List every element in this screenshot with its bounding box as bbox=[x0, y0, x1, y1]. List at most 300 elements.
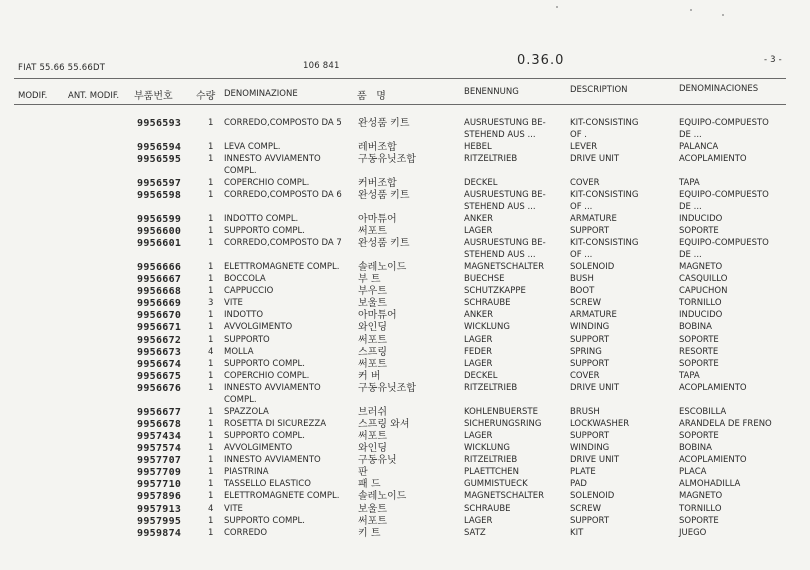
italian-name-line: COPERCHIO COMPL. bbox=[224, 177, 310, 188]
german-name bbox=[464, 443, 510, 455]
english-name bbox=[570, 335, 609, 347]
german-name bbox=[464, 190, 546, 214]
english-name bbox=[570, 455, 619, 467]
italian-name bbox=[224, 383, 321, 407]
korean-name: 아마튜어 bbox=[358, 310, 397, 322]
quantity: 1 bbox=[208, 118, 214, 128]
english-name-line: BOOT bbox=[570, 286, 595, 297]
italian-name-line: VITE bbox=[224, 298, 243, 309]
table-row bbox=[0, 455, 810, 467]
german-name bbox=[464, 467, 519, 479]
quantity: 1 bbox=[208, 455, 214, 466]
german-name-line: PLAETTCHEN bbox=[464, 467, 520, 478]
italian-name bbox=[224, 142, 280, 154]
italian-name bbox=[224, 528, 267, 540]
spanish-name bbox=[679, 335, 719, 347]
header-rule-top bbox=[14, 78, 786, 79]
col-english: DESCRIPTION bbox=[570, 85, 628, 95]
italian-name bbox=[224, 419, 326, 431]
korean-name: 와인딩 bbox=[358, 322, 387, 334]
spanish-name-line: BOBINA bbox=[679, 322, 712, 333]
spanish-name bbox=[679, 371, 700, 383]
spanish-name bbox=[679, 322, 712, 334]
table-row bbox=[0, 504, 810, 516]
italian-name-line: LEVA COMPL. bbox=[224, 141, 281, 152]
header-rule-bottom bbox=[14, 104, 786, 105]
quantity: 1 bbox=[208, 177, 214, 188]
italian-name-line: AVVOLGIMENTO bbox=[224, 322, 293, 333]
korean-name: 써포트 bbox=[358, 225, 387, 237]
col-italian: DENOMINAZIONE bbox=[224, 89, 298, 99]
italian-name-line: ELETTROMAGNETE COMPL. bbox=[224, 261, 340, 272]
quantity: 1 bbox=[208, 213, 214, 224]
table-row bbox=[0, 262, 810, 274]
spanish-name bbox=[679, 310, 722, 322]
table-row bbox=[0, 214, 810, 226]
col-german: BENENNUNG bbox=[464, 87, 519, 97]
italian-name bbox=[224, 443, 292, 455]
german-name-line: DECKEL bbox=[464, 177, 498, 188]
english-name-line: DRIVE UNIT bbox=[570, 382, 620, 393]
table-row bbox=[0, 359, 810, 371]
korean-name: 구동유닛 bbox=[358, 455, 397, 467]
german-name-line: LAGER bbox=[464, 430, 493, 441]
part-number: 9956672 bbox=[137, 334, 182, 346]
italian-name bbox=[224, 322, 292, 334]
spanish-name bbox=[679, 298, 722, 310]
spanish-name-line: ARANDELA DE FRENO bbox=[679, 418, 772, 429]
german-name-line: WICKLUNG bbox=[464, 443, 510, 454]
table-row bbox=[0, 322, 810, 334]
german-name-line: DECKEL bbox=[464, 370, 498, 381]
english-name-line: WINDING bbox=[570, 322, 610, 333]
english-name-line: KIT bbox=[570, 527, 584, 538]
korean-name: 써포트 bbox=[358, 515, 387, 527]
german-name-line: SATZ bbox=[464, 527, 486, 538]
italian-name bbox=[224, 118, 342, 130]
italian-name bbox=[224, 467, 269, 479]
spanish-name bbox=[679, 455, 747, 467]
english-name bbox=[570, 407, 600, 419]
spanish-name bbox=[679, 431, 719, 443]
english-name bbox=[570, 419, 629, 431]
german-name bbox=[464, 455, 517, 467]
table-row bbox=[0, 528, 810, 540]
english-name bbox=[570, 431, 609, 443]
korean-name: 와인딩 bbox=[358, 443, 387, 455]
german-name bbox=[464, 286, 526, 298]
english-name bbox=[570, 310, 617, 322]
scan-speck bbox=[690, 9, 692, 11]
german-name bbox=[464, 178, 498, 190]
spanish-name bbox=[679, 528, 706, 540]
english-name-line: SPRING bbox=[570, 346, 602, 357]
korean-name: 솔레노이드 bbox=[358, 261, 407, 273]
col-quantity: 수량 bbox=[196, 91, 216, 102]
korean-name: 완성품 키트 bbox=[358, 189, 410, 201]
table-row bbox=[0, 383, 810, 407]
korean-name: 보울트 bbox=[358, 503, 387, 515]
part-number: 9957574 bbox=[137, 443, 182, 455]
english-name bbox=[570, 491, 614, 503]
italian-name-line: INDOTTO COMPL. bbox=[224, 213, 299, 224]
english-name-line: SUPPORT bbox=[570, 358, 610, 369]
english-name-line: SOLENOID bbox=[570, 261, 615, 272]
spanish-name bbox=[679, 443, 712, 455]
quantity: 1 bbox=[208, 382, 214, 393]
quantity: 1 bbox=[208, 430, 214, 441]
german-name-line: ANKER bbox=[464, 310, 494, 321]
italian-name bbox=[224, 516, 305, 528]
spanish-name bbox=[679, 190, 769, 214]
english-name bbox=[570, 322, 609, 334]
part-number: 9956671 bbox=[137, 322, 182, 334]
spanish-name-line: RESORTE bbox=[679, 346, 719, 357]
korean-name: 써포트 bbox=[358, 430, 387, 442]
german-name-line: LAGER bbox=[464, 225, 493, 236]
spanish-name bbox=[679, 516, 719, 528]
quantity: 1 bbox=[208, 322, 214, 333]
english-name bbox=[570, 383, 619, 395]
part-number: 9957896 bbox=[137, 491, 182, 503]
part-number: 9957710 bbox=[137, 479, 182, 491]
table-row bbox=[0, 226, 810, 238]
spanish-name-line: EQUIPO-COMPUESTO bbox=[679, 118, 769, 128]
spanish-name-line: TAPA bbox=[679, 370, 700, 381]
english-name bbox=[570, 154, 619, 166]
german-name-line: AUSRUESTUNG BE- bbox=[464, 238, 546, 249]
german-name bbox=[464, 298, 511, 310]
english-name bbox=[570, 347, 602, 359]
korean-name: 키 트 bbox=[358, 527, 381, 539]
part-number: 9956597 bbox=[137, 177, 182, 189]
german-name-line: SCHRAUBE bbox=[464, 298, 511, 309]
italian-name-line: CORREDO,COMPOSTO DA 7 bbox=[224, 238, 342, 249]
italian-name-line: COMPL. bbox=[224, 394, 257, 405]
spanish-name-line: SOPORTE bbox=[679, 334, 719, 345]
quantity: 1 bbox=[208, 189, 214, 200]
spanish-name-line: EQUIPO-COMPUESTO bbox=[679, 189, 769, 200]
italian-name-line: INNESTO AVVIAMENTO bbox=[224, 455, 321, 466]
part-number: 9957707 bbox=[137, 455, 182, 467]
spanish-name bbox=[679, 286, 727, 298]
quantity: 1 bbox=[208, 261, 214, 272]
parts-table bbox=[0, 118, 810, 540]
korean-name: 부 트 bbox=[358, 274, 381, 286]
english-name-line: ARMATURE bbox=[570, 213, 617, 224]
spanish-name bbox=[679, 238, 769, 262]
quantity: 4 bbox=[208, 503, 214, 514]
spanish-name bbox=[679, 214, 722, 226]
table-row bbox=[0, 142, 810, 154]
german-name bbox=[464, 407, 538, 419]
german-name-line: WICKLUNG bbox=[464, 322, 510, 333]
german-name bbox=[464, 118, 546, 142]
english-name bbox=[570, 262, 614, 274]
english-name-line: SUPPORT bbox=[570, 515, 610, 526]
english-name bbox=[570, 467, 596, 479]
table-row bbox=[0, 298, 810, 310]
korean-name: 커 버 bbox=[358, 370, 381, 382]
part-number: 9957709 bbox=[137, 467, 182, 479]
spanish-name-line: DE ... bbox=[679, 249, 702, 260]
english-name-line: SCREW bbox=[570, 503, 602, 514]
spanish-name-line: BOBINA bbox=[679, 443, 712, 454]
italian-name-line: TASSELLO ELASTICO bbox=[224, 479, 311, 490]
table-row bbox=[0, 467, 810, 479]
italian-name bbox=[224, 359, 305, 371]
english-name-line: BUSH bbox=[570, 274, 594, 285]
italian-name-line: VITE bbox=[224, 503, 243, 514]
english-name-line: LEVER bbox=[570, 141, 598, 152]
korean-name: 솔레노이드 bbox=[358, 491, 407, 503]
quantity: 1 bbox=[208, 527, 214, 538]
english-name bbox=[570, 118, 639, 142]
english-name-line: DRIVE UNIT bbox=[570, 153, 620, 164]
quantity: 1 bbox=[208, 310, 214, 321]
korean-name: 써포트 bbox=[358, 334, 387, 346]
english-name bbox=[570, 274, 594, 286]
quantity: 1 bbox=[208, 141, 214, 152]
english-name-line: COVER bbox=[570, 177, 600, 188]
italian-name bbox=[224, 154, 321, 178]
quantity: 1 bbox=[208, 443, 214, 454]
german-name bbox=[464, 528, 486, 540]
italian-name bbox=[224, 262, 339, 274]
spanish-name bbox=[679, 467, 706, 479]
spanish-name-line: TAPA bbox=[679, 177, 700, 188]
spanish-name bbox=[679, 347, 718, 359]
spanish-name-line: ESCOBILLA bbox=[679, 406, 727, 417]
table-row bbox=[0, 310, 810, 322]
korean-name: 스프링 와셔 bbox=[358, 418, 410, 430]
english-name-line: SCREW bbox=[570, 298, 602, 309]
spanish-name bbox=[679, 479, 740, 491]
spanish-name bbox=[679, 118, 769, 142]
spanish-name-line: PALANCA bbox=[679, 141, 719, 152]
quantity: 1 bbox=[208, 225, 214, 236]
korean-name: 구동유닛조합 bbox=[358, 153, 416, 165]
german-name bbox=[464, 142, 492, 154]
german-name bbox=[464, 262, 544, 274]
english-name-line: DRIVE UNIT bbox=[570, 455, 620, 466]
quantity: 1 bbox=[208, 238, 214, 249]
italian-name bbox=[224, 226, 305, 238]
spanish-name-line: DE ... bbox=[679, 201, 702, 212]
german-name bbox=[464, 310, 493, 322]
col-korean: 품 명 bbox=[357, 91, 386, 102]
part-number: 9956594 bbox=[137, 141, 182, 153]
spanish-name-line: EQUIPO-COMPUESTO bbox=[679, 238, 769, 249]
part-number: 9956675 bbox=[137, 370, 182, 382]
part-number: 9956676 bbox=[137, 382, 182, 394]
spanish-name-line: CAPUCHON bbox=[679, 286, 728, 297]
table-row bbox=[0, 286, 810, 298]
italian-name bbox=[224, 455, 321, 467]
german-name bbox=[464, 335, 492, 347]
part-number: 9956600 bbox=[137, 225, 182, 237]
table-row bbox=[0, 190, 810, 214]
english-name-line: SUPPORT bbox=[570, 430, 610, 441]
table-row bbox=[0, 178, 810, 190]
quantity: 1 bbox=[208, 153, 214, 164]
german-name-line: GUMMISTUECK bbox=[464, 479, 528, 490]
col-spanish: DENOMINACIONES bbox=[679, 84, 759, 94]
english-name bbox=[570, 359, 609, 371]
part-number: 9956599 bbox=[137, 213, 182, 225]
german-name bbox=[464, 359, 492, 371]
italian-name bbox=[224, 347, 254, 359]
table-row bbox=[0, 443, 810, 455]
part-number: 9956595 bbox=[137, 153, 182, 165]
quantity: 1 bbox=[208, 479, 214, 490]
english-name-line: KIT-CONSISTING bbox=[570, 238, 639, 249]
part-number: 9957434 bbox=[137, 430, 182, 442]
quantity: 1 bbox=[208, 418, 214, 429]
german-name-line: LAGER bbox=[464, 358, 493, 369]
table-row bbox=[0, 431, 810, 443]
german-name bbox=[464, 431, 492, 443]
german-name-line: BUECHSE bbox=[464, 274, 505, 285]
spanish-name-line: SOPORTE bbox=[679, 225, 719, 236]
quantity: 1 bbox=[208, 406, 214, 417]
scan-speck bbox=[556, 6, 558, 8]
spanish-name-line: ACOPLAMIENTO bbox=[679, 153, 747, 164]
table-row bbox=[0, 491, 810, 503]
german-name-line: FEDER bbox=[464, 346, 493, 357]
spanish-name-line: CASQUILLO bbox=[679, 274, 728, 285]
italian-name-line: COMPL. bbox=[224, 165, 257, 176]
english-name-line: PAD bbox=[570, 479, 587, 490]
german-name bbox=[464, 383, 517, 395]
english-name-line: LOCKWASHER bbox=[570, 418, 630, 429]
spanish-name bbox=[679, 274, 727, 286]
korean-name: 브러쉬 bbox=[358, 406, 387, 418]
german-name-line: SCHRAUBE bbox=[464, 503, 511, 514]
english-name bbox=[570, 190, 639, 214]
italian-name-line: ELETTROMAGNETE COMPL. bbox=[224, 491, 340, 502]
spanish-name-line: SOPORTE bbox=[679, 430, 719, 441]
english-name bbox=[570, 178, 600, 190]
table-row bbox=[0, 118, 810, 142]
spanish-name-line: PLACA bbox=[679, 467, 707, 478]
part-number: 9956668 bbox=[137, 286, 182, 298]
italian-name bbox=[224, 335, 270, 347]
german-name bbox=[464, 516, 492, 528]
italian-name bbox=[224, 214, 298, 226]
italian-name-line: CORREDO bbox=[224, 527, 268, 538]
english-name-line: OF . bbox=[570, 129, 587, 140]
quantity: 3 bbox=[208, 298, 214, 309]
german-name-line: RITZELTRIEB bbox=[464, 455, 518, 466]
spanish-name bbox=[679, 359, 719, 371]
korean-name: 판 bbox=[358, 467, 368, 479]
part-number: 9956669 bbox=[137, 298, 182, 310]
english-name-line: KIT-CONSISTING bbox=[570, 118, 639, 128]
italian-name-line: INNESTO AVVIAMENTO bbox=[224, 382, 321, 393]
spanish-name bbox=[679, 383, 747, 395]
german-name bbox=[464, 491, 544, 503]
italian-name-line: SPAZZOLA bbox=[224, 406, 269, 417]
quantity: 1 bbox=[208, 358, 214, 369]
italian-name-line: MOLLA bbox=[224, 346, 254, 357]
table-row bbox=[0, 371, 810, 383]
table-row bbox=[0, 407, 810, 419]
quantity: 1 bbox=[208, 334, 214, 345]
italian-name bbox=[224, 504, 243, 516]
table-row bbox=[0, 479, 810, 491]
part-number: 9956598 bbox=[137, 189, 182, 201]
table-row bbox=[0, 419, 810, 431]
german-name-line: HEBEL bbox=[464, 141, 492, 152]
quantity: 4 bbox=[208, 346, 214, 357]
quantity: 1 bbox=[208, 286, 214, 297]
english-name-line: SUPPORT bbox=[570, 334, 610, 345]
spanish-name bbox=[679, 407, 726, 419]
spanish-name bbox=[679, 419, 772, 431]
italian-name bbox=[224, 298, 243, 310]
page-number: - 3 - bbox=[764, 55, 782, 65]
part-number: 9959874 bbox=[137, 527, 182, 539]
italian-name bbox=[224, 479, 311, 491]
italian-name bbox=[224, 178, 309, 190]
english-name bbox=[570, 142, 597, 154]
german-name-line: LAGER bbox=[464, 334, 493, 345]
quantity: 1 bbox=[208, 491, 214, 502]
german-name bbox=[464, 226, 492, 238]
col-modif: MODIF. bbox=[18, 91, 48, 101]
english-name-line: OF ... bbox=[570, 249, 593, 260]
korean-name: 완성품 키트 bbox=[358, 238, 410, 250]
quantity: 1 bbox=[208, 274, 214, 285]
italian-name bbox=[224, 407, 269, 419]
english-name-line: ARMATURE bbox=[570, 310, 617, 321]
german-name bbox=[464, 274, 505, 286]
korean-name: 커버조합 bbox=[358, 177, 397, 189]
italian-name-line: CORREDO,COMPOSTO DA 5 bbox=[224, 118, 342, 128]
english-name bbox=[570, 504, 601, 516]
german-name bbox=[464, 347, 492, 359]
quantity: 1 bbox=[208, 515, 214, 526]
part-number: 9956670 bbox=[137, 310, 182, 322]
german-name-line: MAGNETSCHALTER bbox=[464, 491, 545, 502]
german-name-line: MAGNETSCHALTER bbox=[464, 261, 545, 272]
korean-name: 써포트 bbox=[358, 358, 387, 370]
table-row bbox=[0, 347, 810, 359]
scan-speck bbox=[722, 14, 724, 16]
part-number: 9956674 bbox=[137, 358, 182, 370]
english-name bbox=[570, 516, 609, 528]
part-number: 9957995 bbox=[137, 515, 182, 527]
english-name bbox=[570, 214, 617, 226]
spanish-name bbox=[679, 142, 718, 154]
english-name-line: WINDING bbox=[570, 443, 610, 454]
spanish-name-line: SOPORTE bbox=[679, 358, 719, 369]
italian-name bbox=[224, 310, 263, 322]
german-name bbox=[464, 238, 546, 262]
english-name-line: BRUSH bbox=[570, 406, 600, 417]
italian-name-line: AVVOLGIMENTO bbox=[224, 443, 293, 454]
german-name-line: STEHEND AUS ... bbox=[464, 129, 536, 140]
spanish-name-line: ACOPLAMIENTO bbox=[679, 455, 747, 466]
spanish-name-line: TORNILLO bbox=[679, 503, 722, 514]
english-name-line: PLATE bbox=[570, 467, 596, 478]
italian-name bbox=[224, 491, 339, 503]
spanish-name bbox=[679, 154, 747, 166]
table-row bbox=[0, 154, 810, 178]
german-name bbox=[464, 322, 510, 334]
english-name bbox=[570, 298, 601, 310]
